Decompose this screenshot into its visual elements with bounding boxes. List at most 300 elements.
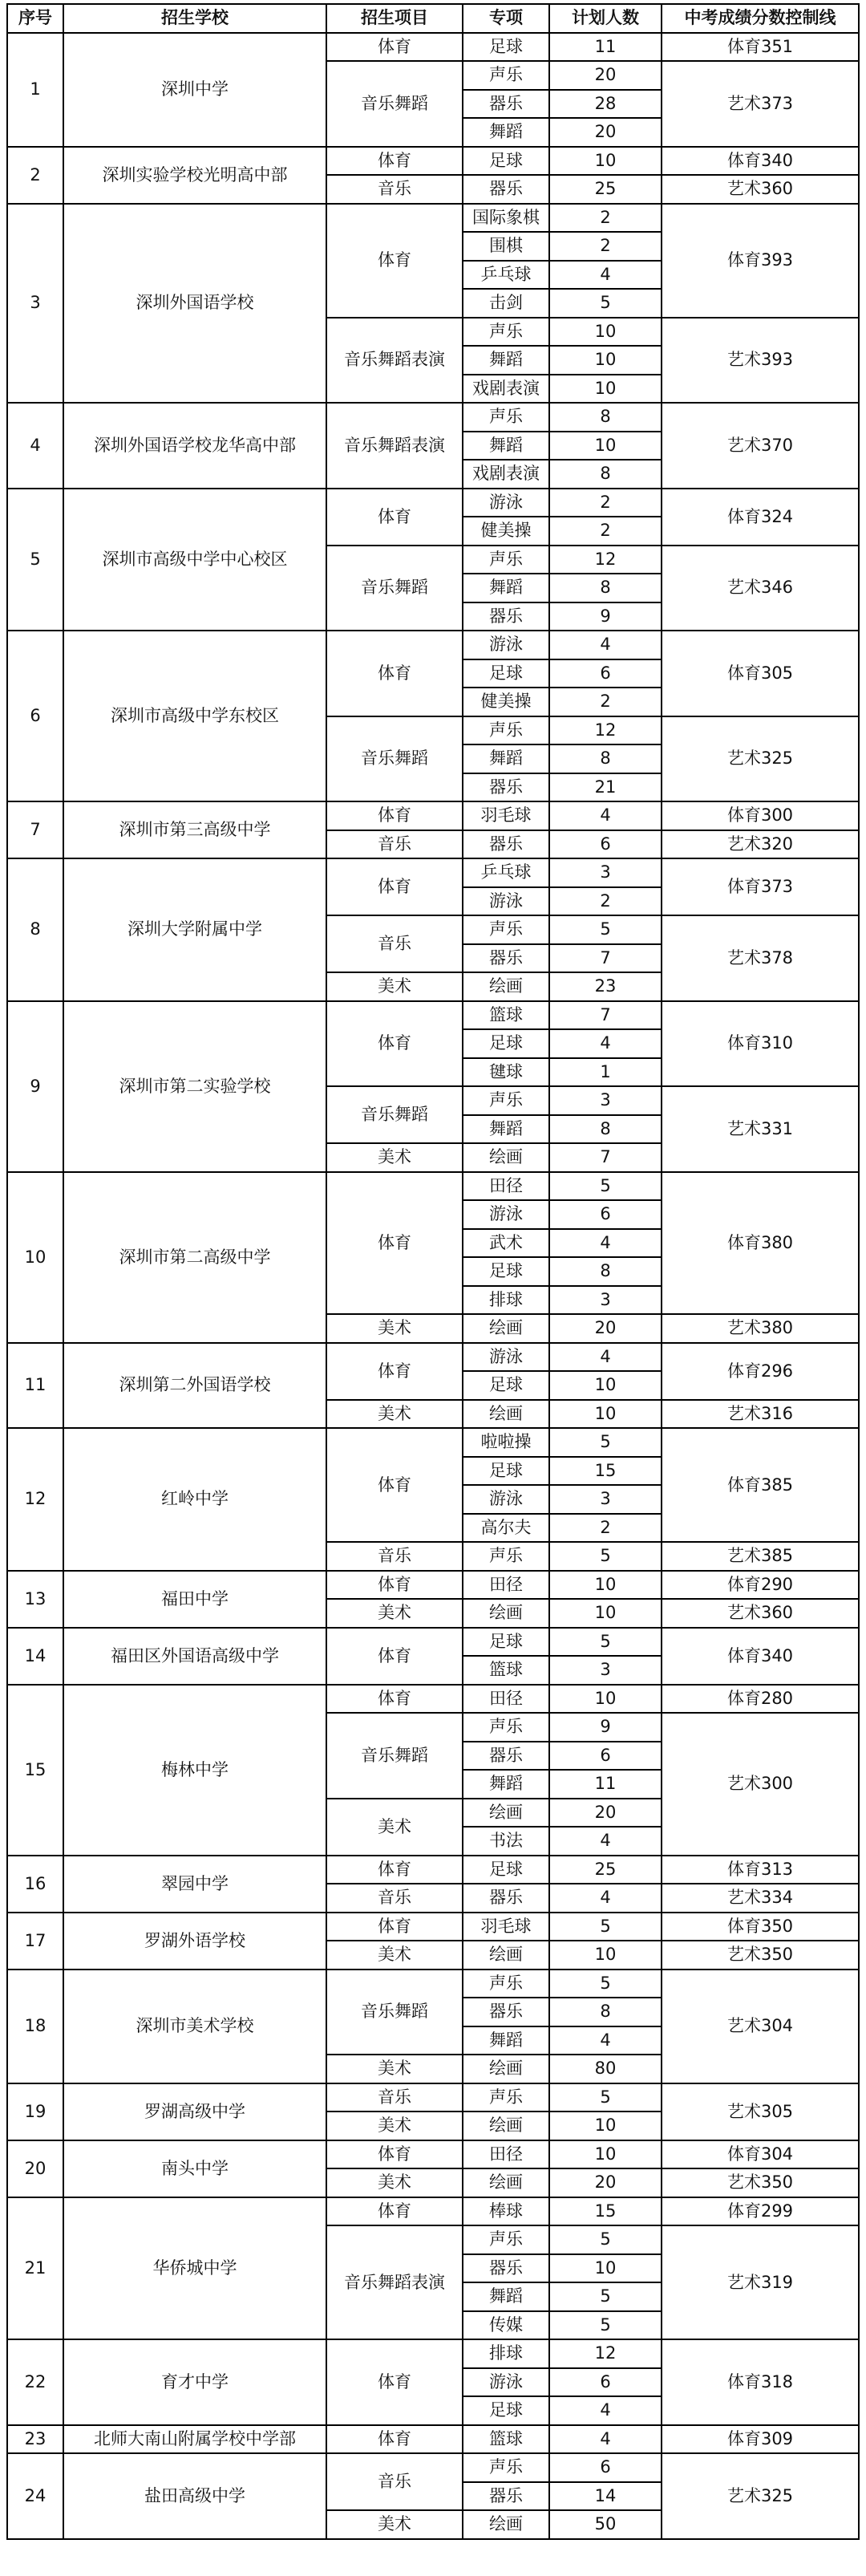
specialty-cell: 器乐	[463, 944, 549, 973]
project-cell: 体育	[326, 1001, 463, 1087]
specialty-cell: 游泳	[463, 1200, 549, 1229]
plan-count-cell: 5	[549, 1913, 662, 1941]
plan-count-cell: 10	[549, 2254, 662, 2283]
specialty-cell: 绘画	[463, 2168, 549, 2197]
project-cell: 音乐	[326, 1542, 463, 1571]
school-name-cell: 深圳中学	[63, 33, 326, 147]
project-cell: 音乐舞蹈	[326, 1970, 463, 2055]
specialty-cell: 足球	[463, 1628, 549, 1657]
plan-count-cell: 8	[549, 1115, 662, 1144]
table-row	[7, 403, 859, 432]
plan-count-cell: 5	[549, 2083, 662, 2112]
specialty-cell: 武术	[463, 1229, 549, 1258]
score-line-cell: 艺术380	[662, 1314, 859, 1343]
plan-count-cell: 4	[549, 261, 662, 290]
serial-number-cell: 19	[7, 2083, 63, 2140]
specialty-cell: 声乐	[463, 2453, 549, 2482]
plan-count-cell: 14	[549, 2482, 662, 2511]
score-line-cell: 体育280	[662, 1685, 859, 1714]
project-cell: 美术	[326, 972, 463, 1001]
specialty-cell: 舞蹈	[463, 2026, 549, 2055]
score-line-cell: 体育309	[662, 2425, 859, 2454]
school-name-cell: 华侨城中学	[63, 2197, 326, 2340]
specialty-cell: 舞蹈	[463, 744, 549, 773]
school-name-cell: 北师大南山附属学校中学部	[63, 2425, 326, 2454]
project-cell: 体育	[326, 1571, 463, 1600]
score-line-cell: 体育310	[662, 1001, 859, 1087]
plan-count-cell: 4	[549, 1229, 662, 1258]
score-line-cell: 艺术393	[662, 318, 859, 404]
plan-count-cell: 6	[549, 659, 662, 688]
specialty-cell: 羽毛球	[463, 1913, 549, 1941]
project-cell: 音乐舞蹈表演	[326, 403, 463, 489]
specialty-cell: 声乐	[463, 1970, 549, 1998]
specialty-cell: 绘画	[463, 1314, 549, 1343]
score-line-cell: 艺术304	[662, 1970, 859, 2083]
school-name-cell: 福田区外国语高级中学	[63, 1628, 326, 1685]
specialty-cell: 田径	[463, 1685, 549, 1714]
score-line-cell: 艺术300	[662, 1713, 859, 1856]
plan-count-cell: 8	[549, 403, 662, 432]
project-cell: 音乐舞蹈	[326, 546, 463, 631]
specialty-cell: 声乐	[463, 61, 549, 90]
specialty-cell: 足球	[463, 1457, 549, 1486]
serial-number-cell: 6	[7, 631, 63, 801]
score-line-cell: 艺术360	[662, 175, 859, 204]
plan-count-cell: 20	[549, 118, 662, 147]
score-line-cell: 体育393	[662, 204, 859, 318]
plan-count-cell: 5	[549, 915, 662, 944]
project-cell: 体育	[326, 631, 463, 716]
specialty-cell: 舞蹈	[463, 1115, 549, 1144]
score-line-cell: 艺术316	[662, 1400, 859, 1429]
project-cell: 音乐	[326, 175, 463, 204]
plan-count-cell: 6	[549, 2453, 662, 2482]
project-cell: 音乐舞蹈表演	[326, 2225, 463, 2339]
plan-count-cell: 10	[549, 346, 662, 375]
plan-count-cell: 3	[549, 858, 662, 887]
specialty-cell: 足球	[463, 2396, 549, 2425]
plan-count-cell: 11	[549, 33, 662, 62]
specialty-cell: 毽球	[463, 1058, 549, 1087]
plan-count-cell: 8	[549, 1998, 662, 2026]
table-row	[7, 1913, 859, 1941]
project-cell: 音乐舞蹈	[326, 1086, 463, 1143]
project-cell: 体育	[326, 1428, 463, 1542]
score-line-cell: 艺术325	[662, 716, 859, 802]
plan-count-cell: 10	[549, 147, 662, 176]
serial-number-cell: 4	[7, 403, 63, 489]
score-line-cell: 体育380	[662, 1172, 859, 1315]
specialty-cell: 排球	[463, 1286, 549, 1315]
specialty-cell: 游泳	[463, 631, 549, 659]
score-line-cell: 艺术385	[662, 1542, 859, 1571]
plan-count-cell: 12	[549, 716, 662, 745]
project-cell: 美术	[326, 2055, 463, 2083]
specialty-cell: 器乐	[463, 1998, 549, 2026]
serial-number-cell: 8	[7, 858, 63, 1001]
plan-count-cell: 20	[549, 61, 662, 90]
serial-number-cell: 2	[7, 147, 63, 204]
plan-count-cell: 2	[549, 1514, 662, 1543]
project-cell: 体育	[326, 204, 463, 318]
table-row	[7, 801, 859, 830]
specialty-cell: 羽毛球	[463, 801, 549, 830]
project-cell: 体育	[326, 2339, 463, 2425]
score-line-cell: 艺术350	[662, 1941, 859, 1970]
specialty-cell: 器乐	[463, 2482, 549, 2511]
score-line-cell: 体育373	[662, 858, 859, 915]
specialty-cell: 田径	[463, 2140, 549, 2169]
specialty-cell: 健美操	[463, 688, 549, 716]
project-cell: 体育	[326, 2425, 463, 2454]
specialty-cell: 绘画	[463, 1400, 549, 1429]
serial-number-cell: 16	[7, 1856, 63, 1913]
school-name-cell: 深圳大学附属中学	[63, 858, 326, 1001]
plan-count-cell: 5	[549, 1542, 662, 1571]
score-line-cell: 体育305	[662, 631, 859, 716]
school-name-cell: 育才中学	[63, 2339, 326, 2425]
plan-count-cell: 12	[549, 2339, 662, 2368]
specialty-cell: 器乐	[463, 90, 549, 119]
table-row	[7, 631, 859, 659]
serial-number-cell: 10	[7, 1172, 63, 1343]
specialty-cell: 足球	[463, 33, 549, 62]
specialty-cell: 声乐	[463, 403, 549, 432]
specialty-cell: 篮球	[463, 2425, 549, 2454]
table-row	[7, 147, 859, 176]
project-cell: 体育	[326, 147, 463, 176]
specialty-cell: 器乐	[463, 2254, 549, 2283]
specialty-cell: 足球	[463, 1371, 549, 1400]
table-row	[7, 2339, 859, 2368]
school-name-cell: 深圳市第三高级中学	[63, 801, 326, 858]
header-specialty: 专项	[463, 4, 549, 33]
plan-count-cell: 5	[549, 289, 662, 318]
admissions-table	[6, 3, 860, 2540]
plan-count-cell: 5	[549, 1172, 662, 1201]
score-line-cell: 体育351	[662, 33, 859, 62]
specialty-cell: 游泳	[463, 489, 549, 517]
plan-count-cell: 21	[549, 773, 662, 802]
specialty-cell: 健美操	[463, 517, 549, 546]
project-cell: 美术	[326, 2168, 463, 2197]
plan-count-cell: 8	[549, 1257, 662, 1286]
table-row	[7, 1001, 859, 1030]
serial-number-cell: 15	[7, 1685, 63, 1856]
specialty-cell: 足球	[463, 1029, 549, 1058]
specialty-cell: 足球	[463, 659, 549, 688]
project-cell: 美术	[326, 1143, 463, 1172]
plan-count-cell: 6	[549, 1742, 662, 1771]
plan-count-cell: 8	[549, 574, 662, 602]
plan-count-cell: 6	[549, 2368, 662, 2397]
school-name-cell: 深圳外国语学校	[63, 204, 326, 404]
plan-count-cell: 3	[549, 1485, 662, 1514]
specialty-cell: 戏剧表演	[463, 460, 549, 489]
plan-count-cell: 23	[549, 972, 662, 1001]
plan-count-cell: 10	[549, 2140, 662, 2169]
plan-count-cell: 10	[549, 318, 662, 347]
school-name-cell: 深圳市高级中学东校区	[63, 631, 326, 801]
plan-count-cell: 10	[549, 1371, 662, 1400]
school-name-cell: 深圳外国语学校龙华高中部	[63, 403, 326, 489]
school-name-cell: 福田中学	[63, 1571, 326, 1628]
plan-count-cell: 10	[549, 375, 662, 404]
project-cell: 体育	[326, 858, 463, 915]
project-cell: 音乐舞蹈	[326, 716, 463, 802]
header-score-line: 中考成绩分数控制线	[662, 4, 859, 33]
specialty-cell: 器乐	[463, 1884, 549, 1913]
score-line-cell: 体育304	[662, 2140, 859, 2169]
table-row	[7, 2425, 859, 2454]
project-cell: 音乐	[326, 1884, 463, 1913]
specialty-cell: 声乐	[463, 1713, 549, 1742]
header-school: 招生学校	[63, 4, 326, 33]
specialty-cell: 游泳	[463, 887, 549, 916]
table-row	[7, 489, 859, 517]
serial-number-cell: 5	[7, 489, 63, 631]
table-row	[7, 2083, 859, 2112]
plan-count-cell: 10	[549, 2112, 662, 2140]
score-line-cell: 艺术360	[662, 1599, 859, 1628]
table-row	[7, 2197, 859, 2226]
plan-count-cell: 50	[549, 2510, 662, 2539]
plan-count-cell: 10	[549, 1571, 662, 1600]
plan-count-cell: 25	[549, 1856, 662, 1884]
plan-count-cell: 10	[549, 432, 662, 460]
specialty-cell: 戏剧表演	[463, 375, 549, 404]
score-line-cell: 体育299	[662, 2197, 859, 2226]
specialty-cell: 国际象棋	[463, 204, 549, 233]
plan-count-cell: 10	[549, 1941, 662, 1970]
plan-count-cell: 12	[549, 546, 662, 574]
specialty-cell: 游泳	[463, 1343, 549, 1372]
score-line-cell: 体育313	[662, 1856, 859, 1884]
plan-count-cell: 5	[549, 1970, 662, 1998]
plan-count-cell: 15	[549, 2197, 662, 2226]
plan-count-cell: 5	[549, 1428, 662, 1457]
plan-count-cell: 9	[549, 602, 662, 631]
serial-number-cell: 21	[7, 2197, 63, 2340]
score-line-cell: 体育340	[662, 1628, 859, 1685]
specialty-cell: 器乐	[463, 175, 549, 204]
specialty-cell: 绘画	[463, 1143, 549, 1172]
project-cell: 体育	[326, 1343, 463, 1400]
school-name-cell: 翠园中学	[63, 1856, 326, 1913]
score-line-cell: 体育350	[662, 1913, 859, 1941]
serial-number-cell: 20	[7, 2140, 63, 2197]
plan-count-cell: 6	[549, 830, 662, 859]
plan-count-cell: 5	[549, 2311, 662, 2340]
project-cell: 美术	[326, 1599, 463, 1628]
score-line-cell: 艺术373	[662, 61, 859, 147]
plan-count-cell: 10	[549, 1400, 662, 1429]
plan-count-cell: 5	[549, 2282, 662, 2311]
plan-count-cell: 20	[549, 1799, 662, 1828]
school-name-cell: 深圳市第二实验学校	[63, 1001, 326, 1172]
specialty-cell: 绘画	[463, 2112, 549, 2140]
plan-count-cell: 4	[549, 1884, 662, 1913]
specialty-cell: 声乐	[463, 546, 549, 574]
header-serial: 序号	[7, 4, 63, 33]
project-cell: 音乐	[326, 915, 463, 972]
specialty-cell: 游泳	[463, 1485, 549, 1514]
plan-count-cell: 4	[549, 631, 662, 659]
plan-count-cell: 4	[549, 2396, 662, 2425]
project-cell: 体育	[326, 33, 463, 62]
plan-count-cell: 2	[549, 887, 662, 916]
table-row	[7, 204, 859, 233]
project-cell: 音乐舞蹈	[326, 1713, 463, 1799]
table-row	[7, 1685, 859, 1714]
plan-count-cell: 4	[549, 801, 662, 830]
plan-count-cell: 10	[549, 1599, 662, 1628]
project-cell: 美术	[326, 1314, 463, 1343]
specialty-cell: 篮球	[463, 1656, 549, 1685]
school-name-cell: 深圳市第二高级中学	[63, 1172, 326, 1343]
plan-count-cell: 11	[549, 1770, 662, 1799]
plan-count-cell: 1	[549, 1058, 662, 1087]
specialty-cell: 足球	[463, 147, 549, 176]
score-line-cell: 艺术370	[662, 403, 859, 489]
score-line-cell: 体育296	[662, 1343, 859, 1400]
table-header	[7, 4, 859, 33]
plan-count-cell: 7	[549, 1143, 662, 1172]
specialty-cell: 器乐	[463, 602, 549, 631]
specialty-cell: 乒乓球	[463, 261, 549, 290]
specialty-cell: 声乐	[463, 915, 549, 944]
school-name-cell: 梅林中学	[63, 1685, 326, 1856]
serial-number-cell: 14	[7, 1628, 63, 1685]
project-cell: 美术	[326, 1799, 463, 1856]
plan-count-cell: 9	[549, 1713, 662, 1742]
serial-number-cell: 11	[7, 1343, 63, 1429]
specialty-cell: 高尔夫	[463, 1514, 549, 1543]
score-line-cell: 体育324	[662, 489, 859, 546]
table-row	[7, 2140, 859, 2169]
project-cell: 美术	[326, 2112, 463, 2140]
project-cell: 体育	[326, 489, 463, 546]
project-cell: 体育	[326, 1628, 463, 1685]
specialty-cell: 声乐	[463, 2083, 549, 2112]
table-row	[7, 2453, 859, 2482]
specialty-cell: 绘画	[463, 1941, 549, 1970]
plan-count-cell: 2	[549, 204, 662, 233]
score-line-cell: 体育300	[662, 801, 859, 830]
specialty-cell: 舞蹈	[463, 346, 549, 375]
score-line-cell: 艺术346	[662, 546, 859, 631]
project-cell: 音乐舞蹈	[326, 61, 463, 147]
specialty-cell: 围棋	[463, 232, 549, 261]
plan-count-cell: 15	[549, 1457, 662, 1486]
score-line-cell: 艺术325	[662, 2453, 859, 2539]
plan-count-cell: 2	[549, 232, 662, 261]
score-line-cell: 艺术350	[662, 2168, 859, 2197]
specialty-cell: 舞蹈	[463, 574, 549, 602]
specialty-cell: 击剑	[463, 289, 549, 318]
serial-number-cell: 9	[7, 1001, 63, 1172]
plan-count-cell: 3	[549, 1286, 662, 1315]
specialty-cell: 乒乓球	[463, 858, 549, 887]
specialty-cell: 舞蹈	[463, 432, 549, 460]
project-cell: 美术	[326, 2510, 463, 2539]
school-name-cell: 盐田高级中学	[63, 2453, 326, 2539]
score-line-cell: 艺术334	[662, 1884, 859, 1913]
table-row	[7, 1428, 859, 1457]
specialty-cell: 书法	[463, 1827, 549, 1856]
specialty-cell: 声乐	[463, 716, 549, 745]
table-body	[7, 33, 859, 2539]
school-name-cell: 深圳第二外国语学校	[63, 1343, 326, 1429]
header-row	[7, 4, 859, 33]
specialty-cell: 舞蹈	[463, 1770, 549, 1799]
specialty-cell: 排球	[463, 2339, 549, 2368]
specialty-cell: 田径	[463, 1172, 549, 1201]
specialty-cell: 器乐	[463, 830, 549, 859]
serial-number-cell: 23	[7, 2425, 63, 2454]
school-name-cell: 罗湖外语学校	[63, 1913, 326, 1970]
specialty-cell: 篮球	[463, 1001, 549, 1030]
plan-count-cell: 10	[549, 1685, 662, 1714]
table-row	[7, 33, 859, 62]
specialty-cell: 声乐	[463, 1542, 549, 1571]
table-row	[7, 1571, 859, 1600]
school-name-cell: 南头中学	[63, 2140, 326, 2197]
specialty-cell: 器乐	[463, 773, 549, 802]
project-cell: 体育	[326, 2140, 463, 2169]
school-name-cell: 罗湖高级中学	[63, 2083, 326, 2140]
plan-count-cell: 4	[549, 1029, 662, 1058]
serial-number-cell: 18	[7, 1970, 63, 2083]
specialty-cell: 传媒	[463, 2311, 549, 2340]
project-cell: 美术	[326, 1400, 463, 1429]
table-row	[7, 1856, 859, 1884]
school-name-cell: 深圳市高级中学中心校区	[63, 489, 326, 631]
project-cell: 美术	[326, 1941, 463, 1970]
specialty-cell: 舞蹈	[463, 2282, 549, 2311]
table-row	[7, 1343, 859, 1372]
serial-number-cell: 12	[7, 1428, 63, 1571]
plan-count-cell: 20	[549, 1314, 662, 1343]
plan-count-cell: 3	[549, 1656, 662, 1685]
specialty-cell: 游泳	[463, 2368, 549, 2397]
project-cell: 体育	[326, 1856, 463, 1884]
specialty-cell: 绘画	[463, 1799, 549, 1828]
specialty-cell: 绘画	[463, 1599, 549, 1628]
project-cell: 音乐舞蹈表演	[326, 318, 463, 404]
plan-count-cell: 5	[549, 2225, 662, 2254]
plan-count-cell: 28	[549, 90, 662, 119]
header-project: 招生项目	[326, 4, 463, 33]
score-line-cell: 体育385	[662, 1428, 859, 1542]
project-cell: 体育	[326, 2197, 463, 2226]
table-row	[7, 1628, 859, 1657]
serial-number-cell: 3	[7, 204, 63, 404]
score-line-cell: 体育290	[662, 1571, 859, 1600]
project-cell: 体育	[326, 1913, 463, 1941]
plan-count-cell: 20	[549, 2168, 662, 2197]
specialty-cell: 声乐	[463, 1086, 549, 1115]
specialty-cell: 足球	[463, 1856, 549, 1884]
plan-count-cell: 4	[549, 2026, 662, 2055]
specialty-cell: 绘画	[463, 2510, 549, 2539]
plan-count-cell: 25	[549, 175, 662, 204]
table-row	[7, 1172, 859, 1201]
score-line-cell: 艺术331	[662, 1086, 859, 1172]
plan-count-cell: 2	[549, 517, 662, 546]
score-line-cell: 艺术305	[662, 2083, 859, 2140]
